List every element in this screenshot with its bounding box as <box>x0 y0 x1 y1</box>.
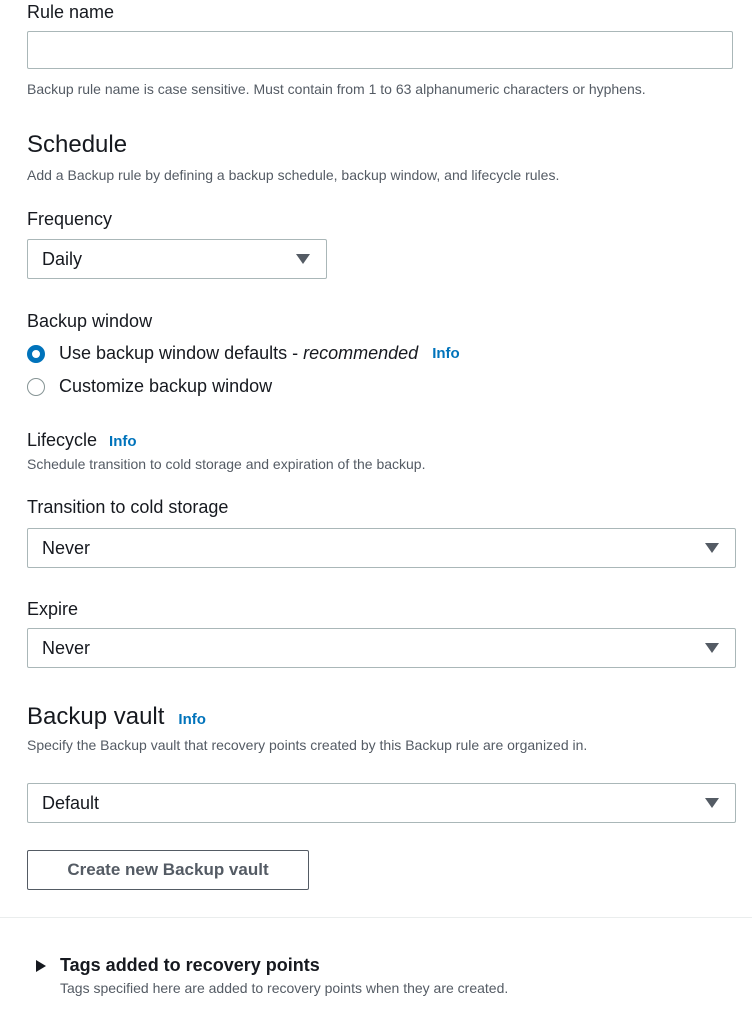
backup-vault-info-link[interactable]: Info <box>178 711 206 728</box>
caret-down-icon <box>705 643 719 653</box>
backup-vault-title: Backup vault <box>27 703 165 730</box>
backup-vault-header <box>27 703 206 731</box>
transition-select[interactable] <box>27 528 736 568</box>
radio-customize-label: Customize backup window <box>59 376 273 396</box>
lifecycle-description: Schedule transition to cold storage and expiration of the backup. <box>27 456 426 472</box>
transition-value: Never <box>42 537 91 558</box>
caret-down-icon <box>705 798 719 808</box>
backup-vault-description: Specify the Backup vault that recovery points created by this Backup rule are organized in. <box>27 737 588 753</box>
radio-customize[interactable] <box>27 376 272 397</box>
backup-vault-select[interactable] <box>27 783 736 823</box>
rule-name-input[interactable] <box>27 31 733 69</box>
recommended-emphasis: recommended <box>303 343 419 363</box>
tags-expander[interactable] <box>36 955 320 976</box>
expire-select[interactable] <box>27 628 736 668</box>
expire-label: Expire <box>27 599 79 619</box>
tags-title: Tags added to recovery points <box>60 955 320 975</box>
schedule-title: Schedule <box>27 131 128 158</box>
lifecycle-header <box>27 430 137 451</box>
schedule-description: Add a Backup rule by defining a backup schedule, backup window, and lifecycle rules. <box>27 167 560 183</box>
backup-window-info-link[interactable]: Info <box>432 345 460 362</box>
lifecycle-info-link[interactable]: Info <box>109 433 137 450</box>
radio-use-defaults-label: Use backup window defaults - <box>59 343 304 363</box>
backup-vault-value: Default <box>42 792 100 813</box>
radio-use-defaults[interactable] <box>27 343 460 364</box>
rule-name-helper: Backup rule name is case sensitive. Must contain from 1 to 63 alphanumeric characters or hyphens. <box>27 81 646 97</box>
tags-description: Tags specified here are added to recovery points when they are created. <box>60 980 509 996</box>
create-backup-vault-button[interactable]: Create new Backup vault <box>27 850 309 890</box>
caret-down-icon <box>296 254 310 264</box>
transition-label: Transition to cold storage <box>27 497 229 517</box>
frequency-select[interactable] <box>27 239 327 279</box>
frequency-value: Daily <box>42 248 83 269</box>
expire-value: Never <box>42 637 91 658</box>
lifecycle-label: Lifecycle <box>27 430 98 450</box>
radio-selected-icon[interactable] <box>27 345 45 363</box>
radio-unselected-icon[interactable] <box>27 378 45 396</box>
frequency-label: Frequency <box>27 209 113 229</box>
rule-name-label: Rule name <box>27 2 115 22</box>
caret-right-icon[interactable] <box>36 960 46 972</box>
section-divider <box>0 917 752 918</box>
backup-window-label: Backup window <box>27 311 153 331</box>
caret-down-icon <box>705 543 719 553</box>
